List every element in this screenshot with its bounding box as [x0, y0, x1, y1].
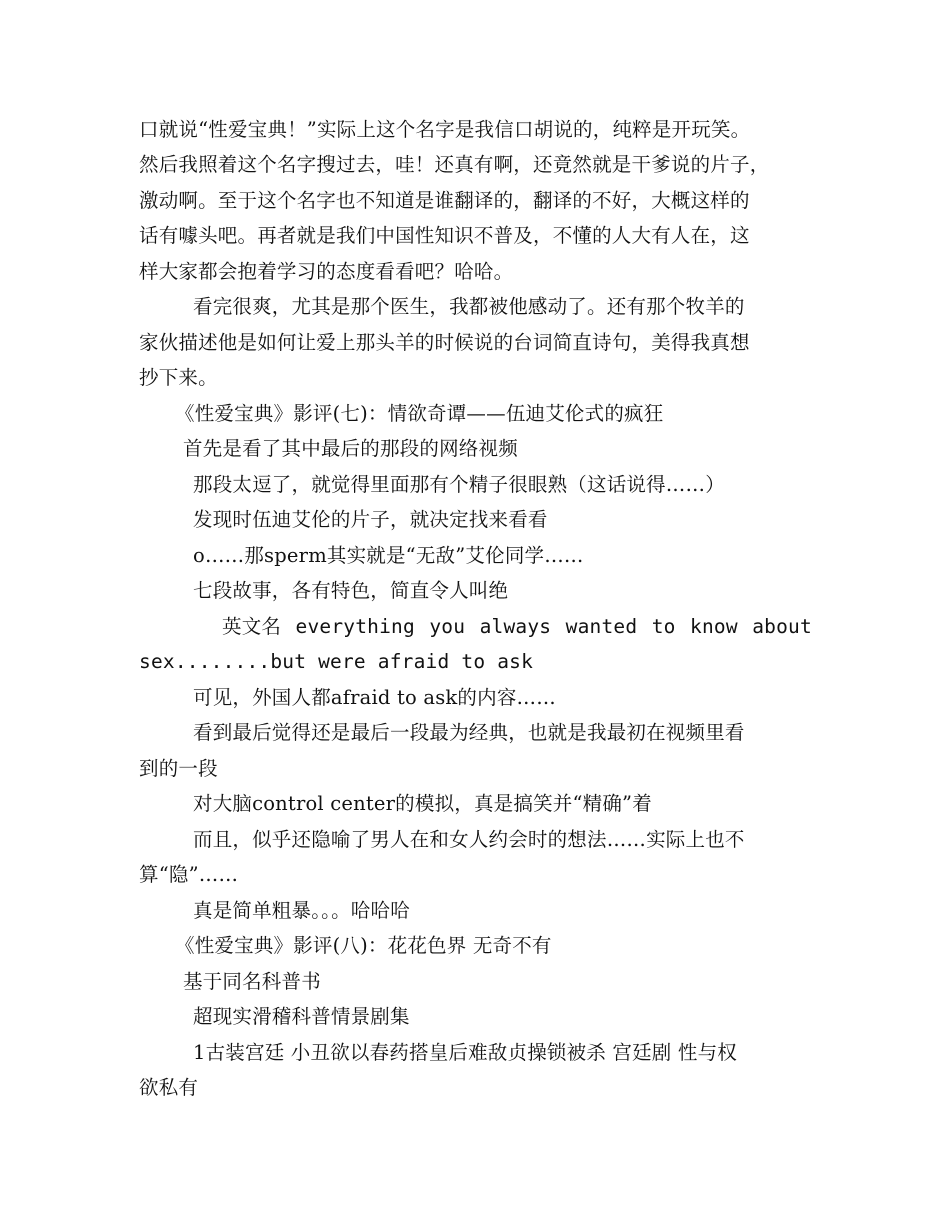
text-line: 可见，外国人都afraid to ask的内容……: [193, 686, 556, 709]
word: everything: [295, 615, 415, 638]
text-line: sex........but were afraid to ask: [139, 650, 534, 673]
text-line: o……那sperm其实就是“无敌”艾伦同学……: [193, 544, 584, 567]
text-line: 到的一段: [139, 757, 218, 780]
text-line: 欲私有: [139, 1076, 199, 1099]
text-line: 样大家都会抱着学习的态度看看吧？哈哈。: [139, 260, 514, 283]
text-line: 看完很爽，尤其是那个医生，我都被他感动了。还有那个牧羊的: [193, 295, 745, 318]
word: always: [479, 615, 552, 638]
text-line: 那段太逗了，就觉得里面那有个精子很眼熟（这话说得……）: [193, 473, 725, 496]
text-line: 首先是看了其中最后的那段的网络视频: [183, 437, 518, 460]
text-line: 抄下来。: [139, 366, 218, 389]
text-line: 话有噱头吧。再者就是我们中国性知识不普及，不懂的人大有人在，这: [139, 224, 750, 247]
text-line: 真是简单粗暴。。。哈哈哈: [193, 899, 410, 922]
text-line: 看到最后觉得还是最后一段最为经典，也就是我最初在视频里看: [193, 721, 745, 744]
section-heading: 《性爱宝典》影评(八)：花花色界 无奇不有: [175, 934, 552, 957]
text-line: 算“隐”……: [139, 863, 239, 886]
word: you: [429, 615, 466, 638]
word: to: [651, 615, 676, 638]
text-line: 而且，似乎还隐喻了男人在和女人约会时的想法……实际上也不: [193, 828, 745, 851]
word: wanted: [565, 615, 638, 638]
english-title-line: [222, 614, 812, 640]
text-line: 七段故事，各有特色，简直令人叫绝: [193, 579, 509, 602]
text-line: 激动啊。至于这个名字也不知道是谁翻译的，翻译的不好，大概这样的: [139, 189, 750, 212]
text-line: 家伙描述他是如何让爱上那头羊的时候说的台词简直诗句，美得我真想: [139, 331, 750, 354]
word: 英文名: [222, 615, 282, 638]
text-line: 发现时伍迪艾伦的片子，就决定找来看看: [193, 508, 548, 531]
text-line: 然后我照着这个名字搜过去，哇！还真有啊，还竟然就是干爹说的片子，: [139, 153, 770, 176]
text-line: 基于同名科普书: [183, 970, 321, 993]
section-heading: 《性爱宝典》影评(七)：情欲奇谭——伍迪艾伦式的疯狂: [175, 402, 664, 425]
text-line: 超现实滑稽科普情景剧集: [193, 1005, 410, 1028]
word: know: [690, 615, 738, 638]
text-line: 口就说“性爱宝典！”实际上这个名字是我信口胡说的，纯粹是开玩笑。: [139, 118, 751, 141]
text-line: 1古装宫廷 小丑欲以春药搭皇后难敌贞操锁被杀 宫廷剧 性与权: [193, 1041, 738, 1064]
word: about: [752, 615, 812, 638]
text-line: 对大脑control center的模拟，真是搞笑并“精确”着: [193, 792, 652, 815]
